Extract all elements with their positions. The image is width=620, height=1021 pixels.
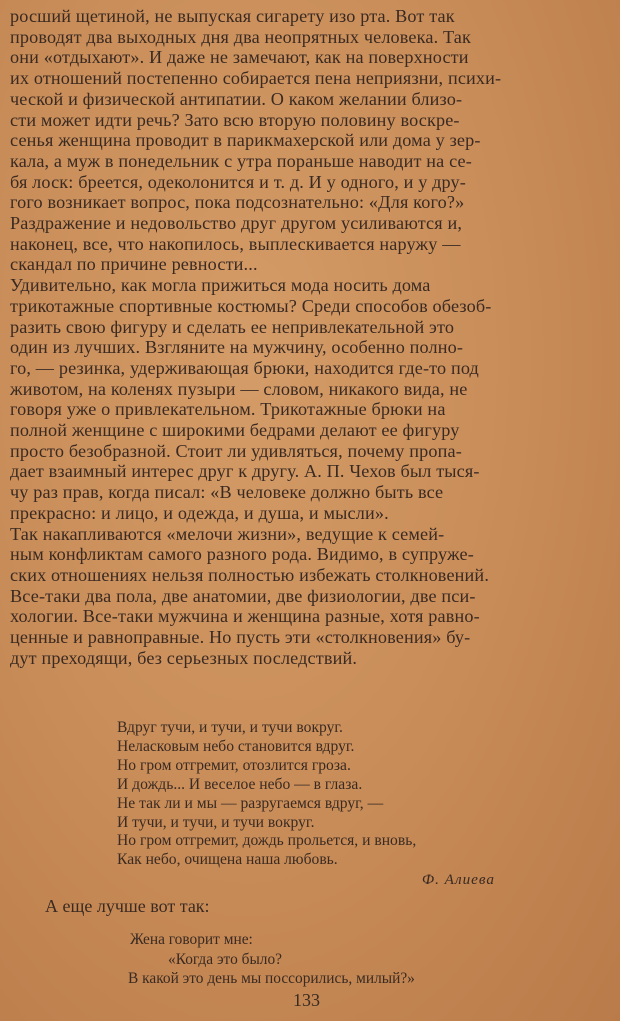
paragraph-2: Удивительно, как могла прижиться мода носить дома трикотажные спортивные костюмы? Среди способов обезоб- разить свою фигуру и сделать ее непривлекательной это один из лучших. Взгляните на мужчину, особенно полно- го, — резинка, удерживающая брюки, находится где-то под животом, на коленях пузыри — словом, никакого вида, не говоря уже о привлекательном. Трикотажные брюки на полной женщине с широкими бедрами делают ее фигуру просто безобразной. Стоит ли удивляться, почему пропа- дает взаимный интерес друг к другу. А. П. Чехов был тыся- чу раз прав, когда писал: «В человеке должно быть все прекрасно: и лицо, и одежда, и душа, и мысли».: [10, 275, 492, 523]
paragraph-3: Так накапливаются «мелочи жизни», ведущие к семей- ным конфликтам самого разного рода. Видимо, в супруже- ских отношениях нельзя полностью избежать столкновений. Все-таки два пола, две анатомии, две физиологии, две пси- хологии. Все-таки мужчина и женщина разные, хотя равно- ценные и равноправные. Но пусть эти «столкновения» бу- дут преходящи, без серьезных последствий.: [10, 523, 490, 668]
poem-author: Ф. Алиева: [421, 871, 495, 889]
dialogue-line: «Когда это было?: [168, 950, 282, 968]
dialogue-line: Жена говорит мне:: [130, 931, 253, 948]
poem-line: Но гром отгремит, дождь прольется, и вновь,: [117, 832, 417, 850]
poem-line: Как небо, очищена наша любовь.: [117, 851, 338, 869]
poem-line: Не так ли и мы — разругаемся вдруг, —: [117, 794, 384, 812]
paragraph-1: росший щетиной, не выпуская сигарету изо рта. Вот так проводят два выходных дня два неопрятных человека. Так они «отдыхают». И даже не замечают, как на поверхности их отношений постепенно собирается пена неприязни, психи- ческой и физической антипатии. О каком желании близо- сти может идти речь? Зато всю вторую половину воскре- сенья женщина проводит в парикмахерской или дома у зер- кала, а муж в понедельник с утра пораньше наводит на се- бя лоск: бреется, одеколонится и т. д. И у одного, и у дру- гого возникает вопрос, пока подсознательно: «Для кого?» Раздражение и недовольство друг другом усиливаются и, наконец, все, что накопилось, выплескивается наружу — скандал по причине ревности...: [10, 6, 502, 275]
poem: [117, 719, 497, 889]
intro-line: А еще лучше вот так:: [45, 896, 210, 916]
page-number: 133: [293, 990, 320, 1010]
prose-section: [10, 6, 610, 669]
poem-line: Вдруг тучи, и тучи, и тучи вокруг.: [117, 719, 343, 736]
poem-line: Но гром отгремит, отозлится гроза.: [117, 756, 351, 774]
poem-line: И дождь... И веселое небо — в глаза.: [117, 775, 363, 793]
poem-line: И тучи, и тучи, и тучи вокруг.: [117, 813, 315, 831]
dialogue-verse: [130, 930, 510, 989]
dialogue-line: В какой это день мы поссорились, милый?»: [128, 970, 415, 987]
poem-line: Неласковым небо становится вдруг.: [117, 737, 355, 755]
